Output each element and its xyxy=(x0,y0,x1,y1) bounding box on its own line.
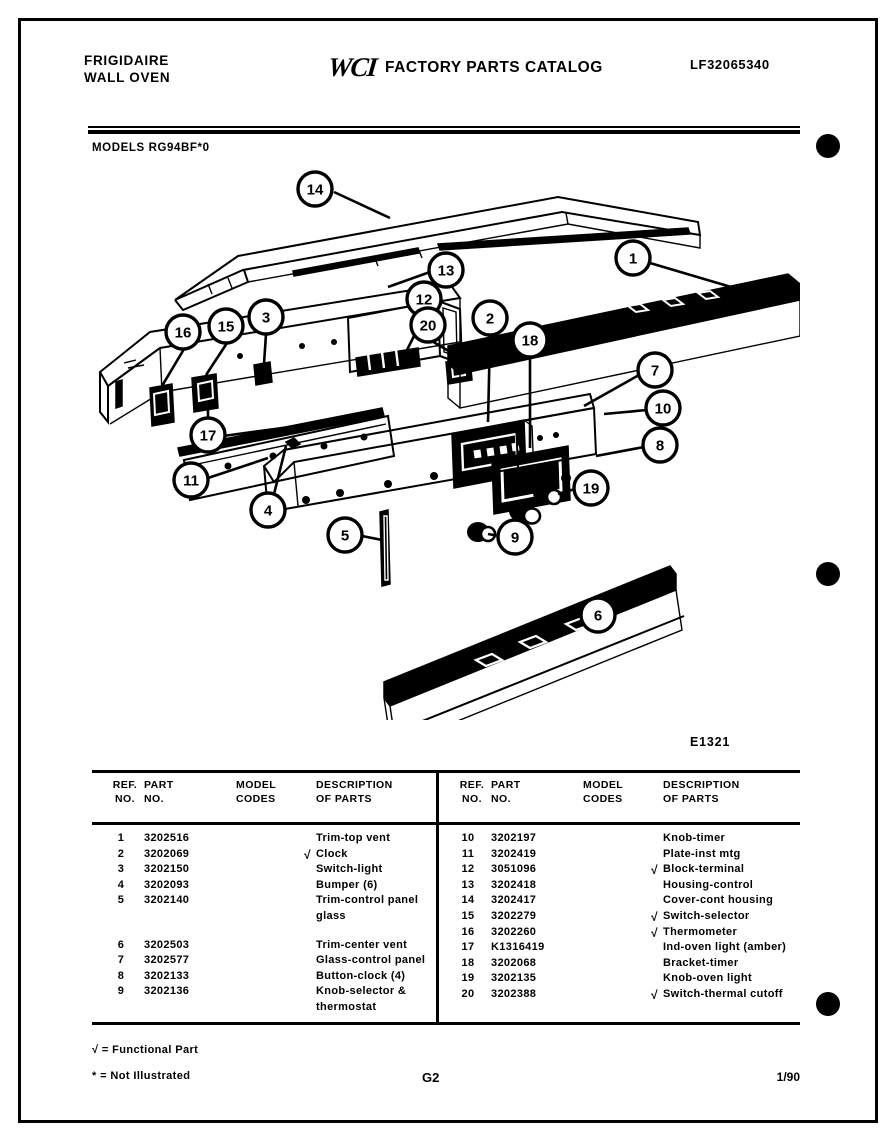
cell-description: Button-clock (4) xyxy=(316,969,406,982)
svg-text:15: 15 xyxy=(217,318,235,336)
cell-description: Knob-selector & xyxy=(316,985,407,998)
cell-part-no: 3202279 xyxy=(491,909,537,922)
catalog-title: FACTORY PARTS CATALOG xyxy=(385,58,603,76)
registration-dot xyxy=(816,562,840,586)
functional-part-check-icon: √ xyxy=(651,909,658,924)
table-row xyxy=(92,879,436,895)
cell-description: Trim-center vent xyxy=(316,938,408,951)
functional-part-check-icon: √ xyxy=(651,863,658,878)
column-header-part-no: PART NO. xyxy=(491,779,521,805)
product-line: WALL OVEN xyxy=(84,70,171,85)
svg-text:4: 4 xyxy=(263,502,273,520)
callout-17 xyxy=(191,418,225,452)
parts-rows-left xyxy=(92,832,436,1017)
table-row xyxy=(439,988,783,1004)
functional-part-check-icon: √ xyxy=(304,847,311,862)
table-row xyxy=(439,957,783,973)
table-row xyxy=(92,939,436,955)
table-row xyxy=(439,926,783,942)
svg-text:16: 16 xyxy=(174,324,192,342)
cell-ref-no: 12 xyxy=(461,863,475,876)
cell-description: Trim-control panel xyxy=(316,894,419,907)
cell-part-no: 3202503 xyxy=(144,938,190,951)
brand-block xyxy=(84,52,170,86)
cell-ref-no: 16 xyxy=(461,925,475,938)
cell-part-no: 3202068 xyxy=(491,956,537,969)
callout-16 xyxy=(166,315,200,349)
cell-description: Bumper (6) xyxy=(316,878,378,891)
functional-part-check-icon: √ xyxy=(651,987,658,1002)
cell-part-no: 3202418 xyxy=(491,878,537,891)
part-trim-center-vent xyxy=(384,566,684,720)
registration-dot xyxy=(816,134,840,158)
cell-part-no: 3202577 xyxy=(144,954,190,967)
svg-text:19: 19 xyxy=(582,480,600,498)
page-footer xyxy=(92,1040,804,1100)
column-header-description: DESCRIPTION OF PARTS xyxy=(316,779,393,805)
cell-part-no: 3202150 xyxy=(144,863,190,876)
cell-part-no: 3051096 xyxy=(491,863,537,876)
svg-text:7: 7 xyxy=(650,362,660,380)
svg-text:2: 2 xyxy=(485,310,495,328)
brand-name: FRIGIDAIRE xyxy=(84,53,170,68)
column-header-model-codes: MODEL CODES xyxy=(236,779,277,805)
cell-ref-no: 17 xyxy=(461,941,475,954)
callout-3 xyxy=(249,300,283,334)
cell-part-no: 3202417 xyxy=(491,894,537,907)
cell-part-no: 3202388 xyxy=(491,987,537,1000)
parts-rows-right xyxy=(439,832,787,1004)
callout-2 xyxy=(473,301,507,335)
svg-text:8: 8 xyxy=(655,437,665,455)
column-header-description: DESCRIPTION OF PARTS xyxy=(663,779,740,805)
svg-text:13: 13 xyxy=(437,262,455,280)
catalog-title-block xyxy=(328,54,603,81)
svg-text:14: 14 xyxy=(306,181,324,199)
cell-ref-no: 6 xyxy=(117,938,125,951)
figure-code: E1321 xyxy=(690,735,731,749)
parts-table xyxy=(92,770,800,1025)
cell-description: Switch-light xyxy=(316,863,383,876)
table-row xyxy=(92,832,436,848)
callout-15 xyxy=(209,309,243,343)
callout-5 xyxy=(328,518,362,552)
svg-text:18: 18 xyxy=(521,332,539,350)
legend-functional-part: √ = Functional Part xyxy=(92,1044,199,1056)
svg-text:12: 12 xyxy=(415,291,433,309)
svg-text:11: 11 xyxy=(183,472,199,490)
callout-8 xyxy=(643,428,677,462)
svg-text:17: 17 xyxy=(199,427,217,445)
table-row xyxy=(439,863,783,879)
cell-part-no: 3202419 xyxy=(491,847,537,860)
cell-description: Bracket-timer xyxy=(663,956,739,969)
cell-description: Block-terminal xyxy=(663,863,745,876)
column-header-ref-no: REF. NO. xyxy=(112,779,138,805)
models-line: MODELS RG94BF*0 xyxy=(92,142,210,154)
cell-description: Glass-control panel xyxy=(316,954,426,967)
cell-ref-no: 19 xyxy=(461,972,475,985)
catalog-number: LF32065340 xyxy=(690,57,770,72)
cell-description: Thermometer xyxy=(663,925,738,938)
svg-text:9: 9 xyxy=(510,529,520,547)
table-row xyxy=(92,910,436,926)
cell-part-no: 3202516 xyxy=(144,832,190,844)
header-divider xyxy=(88,126,800,134)
divider-thin-rule xyxy=(88,126,800,128)
table-row xyxy=(92,894,436,910)
cell-description: Knob-oven light xyxy=(663,972,752,985)
cell-description: glass xyxy=(316,909,346,922)
cell-part-no: 3202093 xyxy=(144,878,190,891)
cell-ref-no: 11 xyxy=(461,847,475,860)
callout-20 xyxy=(411,308,445,342)
table-row xyxy=(439,941,787,957)
callout-7 xyxy=(638,353,672,387)
cell-part-no: 3202136 xyxy=(144,985,190,998)
cell-part-no: K1316419 xyxy=(491,941,545,954)
cell-ref-no: 8 xyxy=(117,969,125,982)
column-header-ref-no: REF. NO. xyxy=(459,779,485,805)
table-row xyxy=(439,910,783,926)
cell-ref-no: 3 xyxy=(117,863,125,876)
table-row-spacer xyxy=(92,926,436,939)
cell-part-no: 3202140 xyxy=(144,894,190,907)
callout-4 xyxy=(251,493,285,527)
svg-text:5: 5 xyxy=(340,527,350,545)
part-trim-top-vent xyxy=(448,274,800,408)
cell-ref-no: 15 xyxy=(461,909,475,922)
callout-9 xyxy=(498,520,532,554)
callout-13 xyxy=(429,253,463,287)
cell-ref-no: 9 xyxy=(117,985,125,998)
table-row xyxy=(439,894,783,910)
divider-thick-rule xyxy=(88,130,800,134)
callout-14 xyxy=(298,172,332,206)
page-header xyxy=(60,38,800,100)
cell-ref-no: 20 xyxy=(461,987,475,1000)
cell-ref-no: 7 xyxy=(117,954,125,967)
page-number: G2 xyxy=(422,1070,440,1085)
parts-table-right xyxy=(439,770,787,1025)
cell-ref-no: 14 xyxy=(461,894,475,907)
functional-part-check-icon: √ xyxy=(651,925,658,940)
table-row xyxy=(439,879,783,895)
cell-ref-no: 2 xyxy=(117,847,125,860)
callout-10 xyxy=(646,391,680,425)
svg-text:3: 3 xyxy=(261,309,271,327)
svg-text:10: 10 xyxy=(654,400,672,418)
table-row xyxy=(92,954,436,970)
table-row xyxy=(439,848,783,864)
diagram-svg xyxy=(88,160,800,720)
legend-not-illustrated: * = Not Illustrated xyxy=(92,1070,191,1082)
callout-18 xyxy=(513,323,547,357)
cell-description: thermostat xyxy=(316,1000,377,1013)
callout-1 xyxy=(616,241,650,275)
cell-description: Cover-cont housing xyxy=(663,894,774,907)
cell-description: Trim-top vent xyxy=(316,832,391,844)
part-bumper xyxy=(380,510,390,586)
cell-ref-no: 10 xyxy=(461,832,475,844)
cell-description: Switch-thermal cutoff xyxy=(663,987,783,1000)
cell-part-no: 3202133 xyxy=(144,969,190,982)
callout-11 xyxy=(174,463,208,497)
table-row xyxy=(92,1001,436,1017)
cell-description: Clock xyxy=(316,847,348,860)
table-row xyxy=(92,970,436,986)
cell-description: Knob-timer xyxy=(663,832,726,844)
cell-description: Ind-oven light (amber) xyxy=(663,941,787,954)
callout-6 xyxy=(581,598,615,632)
cell-part-no: 3202260 xyxy=(491,925,537,938)
cell-ref-no: 5 xyxy=(117,894,125,907)
table-row xyxy=(92,985,436,1001)
cell-ref-no: 18 xyxy=(461,956,475,969)
svg-text:1: 1 xyxy=(628,250,638,268)
svg-text:6: 6 xyxy=(593,607,603,625)
callout-bubbles xyxy=(166,172,680,632)
cell-description: Plate-inst mtg xyxy=(663,847,741,860)
cell-part-no: 3202135 xyxy=(491,972,537,985)
column-header-part-no: PART NO. xyxy=(144,779,174,805)
svg-text:20: 20 xyxy=(419,317,437,335)
cell-description: Housing-control xyxy=(663,878,754,891)
table-row xyxy=(92,848,436,864)
cell-ref-no: 4 xyxy=(117,878,125,891)
callout-19 xyxy=(574,471,608,505)
table-row xyxy=(92,863,436,879)
date-code: 1/90 xyxy=(776,1070,800,1084)
table-row xyxy=(439,832,783,848)
cell-description: Switch-selector xyxy=(663,909,750,922)
cell-part-no: 3202069 xyxy=(144,847,190,860)
cell-ref-no: 13 xyxy=(461,878,475,891)
exploded-parts-diagram xyxy=(88,160,800,720)
table-row xyxy=(439,972,783,988)
column-header-model-codes: MODEL CODES xyxy=(583,779,624,805)
cell-part-no: 3202197 xyxy=(491,832,537,844)
wci-logo: WCI xyxy=(326,52,378,82)
registration-dot xyxy=(816,992,840,1016)
parts-table-left xyxy=(92,770,436,1025)
cell-ref-no: 1 xyxy=(117,832,125,844)
